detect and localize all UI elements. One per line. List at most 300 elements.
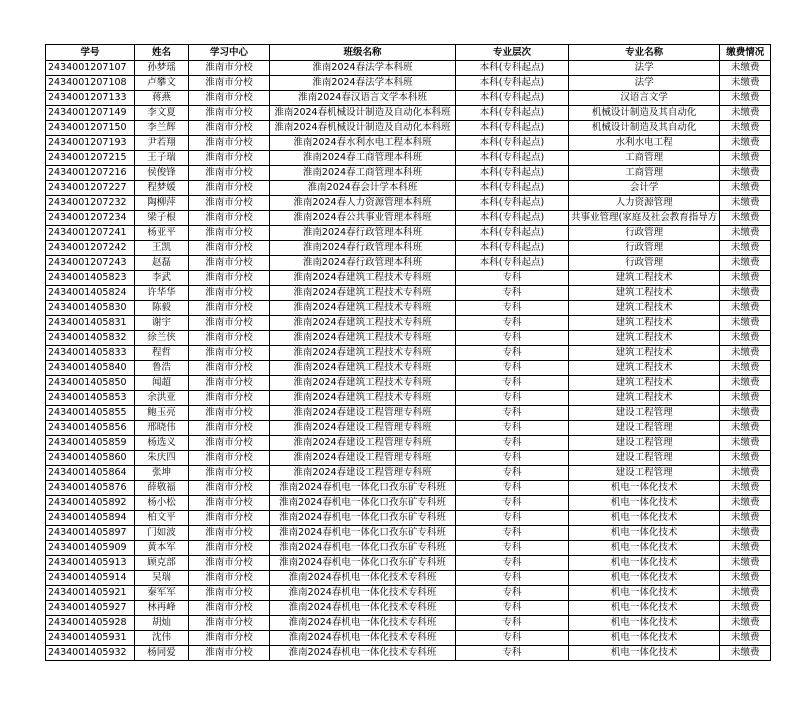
cell-major: 机电一体化技术 <box>569 586 720 601</box>
cell-major: 机电一体化技术 <box>569 601 720 616</box>
cell-program-level: 本科(专科起点) <box>456 151 569 166</box>
cell-study-center: 淮南市分校 <box>189 316 270 331</box>
table-row <box>46 106 771 121</box>
cell-payment-status: 未缴费 <box>720 271 771 286</box>
cell-name: 侯俊锋 <box>135 166 189 181</box>
cell-program-level: 专科 <box>456 331 569 346</box>
cell-payment-status: 未缴费 <box>720 166 771 181</box>
cell-payment-status: 未缴费 <box>720 106 771 121</box>
cell-class-name: 淮南2024春工商管理本科班 <box>270 151 456 166</box>
cell-name: 王子瑞 <box>135 151 189 166</box>
cell-class-name: 淮南2024春建筑工程技术专科班 <box>270 271 456 286</box>
cell-payment-status: 未缴费 <box>720 406 771 421</box>
cell-class-name: 淮南2024春机电一体化口孜东矿专科班 <box>270 496 456 511</box>
cell-payment-status: 未缴费 <box>720 541 771 556</box>
cell-student-id: 2434001207227 <box>46 181 135 196</box>
table-row <box>46 406 771 421</box>
cell-class-name: 淮南2024春机电一体化技术专科班 <box>270 646 456 661</box>
cell-payment-status: 未缴费 <box>720 211 771 226</box>
cell-class-name: 淮南2024春建设工程管理专科班 <box>270 421 456 436</box>
cell-payment-status: 未缴费 <box>720 226 771 241</box>
table-row <box>46 226 771 241</box>
cell-payment-status: 未缴费 <box>720 451 771 466</box>
cell-study-center: 淮南市分校 <box>189 526 270 541</box>
cell-program-level: 本科(专科起点) <box>456 61 569 76</box>
cell-program-level: 本科(专科起点) <box>456 166 569 181</box>
cell-name: 蒋燕 <box>135 91 189 106</box>
table-row <box>46 196 771 211</box>
table-row <box>46 646 771 661</box>
table-row <box>46 571 771 586</box>
cell-name: 张坤 <box>135 466 189 481</box>
cell-payment-status: 未缴费 <box>720 361 771 376</box>
cell-student-id: 2434001207149 <box>46 106 135 121</box>
cell-payment-status: 未缴费 <box>720 511 771 526</box>
cell-payment-status: 未缴费 <box>720 376 771 391</box>
cell-study-center: 淮南市分校 <box>189 436 270 451</box>
cell-study-center: 淮南市分校 <box>189 481 270 496</box>
table-row <box>46 181 771 196</box>
cell-class-name: 淮南2024春机电一体化口孜东矿专科班 <box>270 526 456 541</box>
cell-study-center: 淮南市分校 <box>189 76 270 91</box>
cell-program-level: 本科(专科起点) <box>456 76 569 91</box>
table-row <box>46 136 771 151</box>
cell-student-id: 2434001207108 <box>46 76 135 91</box>
cell-class-name: 淮南2024春行政管理本科班 <box>270 256 456 271</box>
cell-program-level: 专科 <box>456 436 569 451</box>
table-row <box>46 556 771 571</box>
cell-major: 建筑工程技术 <box>569 331 720 346</box>
cell-major: 建设工程管理 <box>569 421 720 436</box>
cell-class-name: 淮南2024春机械设计制造及自动化本科班 <box>270 121 456 136</box>
cell-study-center: 淮南市分校 <box>189 391 270 406</box>
cell-program-level: 专科 <box>456 511 569 526</box>
cell-student-id: 2434001405859 <box>46 436 135 451</box>
cell-student-id: 2434001405894 <box>46 511 135 526</box>
cell-class-name: 淮南2024春行政管理本科班 <box>270 241 456 256</box>
cell-program-level: 专科 <box>456 406 569 421</box>
cell-program-level: 专科 <box>456 376 569 391</box>
cell-study-center: 淮南市分校 <box>189 646 270 661</box>
cell-major: 机电一体化技术 <box>569 481 720 496</box>
cell-major: 建设工程管理 <box>569 436 720 451</box>
table-row <box>46 316 771 331</box>
cell-class-name: 淮南2024春建设工程管理专科班 <box>270 436 456 451</box>
cell-class-name: 淮南2024春会计学本科班 <box>270 181 456 196</box>
cell-student-id: 2434001207242 <box>46 241 135 256</box>
cell-student-id: 2434001405824 <box>46 286 135 301</box>
header-program-level: 专业层次 <box>456 45 569 61</box>
cell-major: 机电一体化技术 <box>569 571 720 586</box>
cell-major: 建筑工程技术 <box>569 361 720 376</box>
cell-program-level: 专科 <box>456 421 569 436</box>
cell-program-level: 本科(专科起点) <box>456 91 569 106</box>
cell-class-name: 淮南2024春机电一体化口孜东矿专科班 <box>270 541 456 556</box>
table-row <box>46 256 771 271</box>
table-row <box>46 421 771 436</box>
cell-student-id: 2434001405830 <box>46 301 135 316</box>
cell-payment-status: 未缴费 <box>720 256 771 271</box>
cell-student-id: 2434001405855 <box>46 406 135 421</box>
cell-student-id: 2434001405932 <box>46 646 135 661</box>
cell-name: 吴瑞 <box>135 571 189 586</box>
cell-study-center: 淮南市分校 <box>189 331 270 346</box>
cell-name: 李武 <box>135 271 189 286</box>
cell-class-name: 淮南2024春建筑工程技术专科班 <box>270 361 456 376</box>
cell-study-center: 淮南市分校 <box>189 556 270 571</box>
cell-payment-status: 未缴费 <box>720 61 771 76</box>
cell-study-center: 淮南市分校 <box>189 541 270 556</box>
cell-student-id: 2434001405927 <box>46 601 135 616</box>
cell-program-level: 本科(专科起点) <box>456 136 569 151</box>
cell-name: 赵磊 <box>135 256 189 271</box>
cell-name: 谢宇 <box>135 316 189 331</box>
cell-name: 朱庆四 <box>135 451 189 466</box>
cell-major: 建筑工程技术 <box>569 346 720 361</box>
cell-program-level: 专科 <box>456 361 569 376</box>
cell-payment-status: 未缴费 <box>720 481 771 496</box>
header-row <box>46 45 771 61</box>
cell-payment-status: 未缴费 <box>720 496 771 511</box>
payment-status-sheet <box>45 44 771 661</box>
cell-program-level: 本科(专科起点) <box>456 121 569 136</box>
cell-payment-status: 未缴费 <box>720 601 771 616</box>
cell-student-id: 2434001405876 <box>46 481 135 496</box>
cell-payment-status: 未缴费 <box>720 121 771 136</box>
cell-study-center: 淮南市分校 <box>189 226 270 241</box>
cell-program-level: 专科 <box>456 481 569 496</box>
cell-student-id: 2434001405931 <box>46 631 135 646</box>
cell-major: 机械设计制造及其自动化 <box>569 121 720 136</box>
cell-payment-status: 未缴费 <box>720 286 771 301</box>
cell-student-id: 2434001207150 <box>46 121 135 136</box>
cell-class-name: 淮南2024春建设工程管理专科班 <box>270 406 456 421</box>
cell-payment-status: 未缴费 <box>720 646 771 661</box>
cell-program-level: 专科 <box>456 646 569 661</box>
cell-program-level: 专科 <box>456 526 569 541</box>
cell-program-level: 专科 <box>456 391 569 406</box>
cell-student-id: 2434001405833 <box>46 346 135 361</box>
cell-student-id: 2434001405860 <box>46 451 135 466</box>
cell-program-level: 本科(专科起点) <box>456 211 569 226</box>
table-row <box>46 451 771 466</box>
cell-payment-status: 未缴费 <box>720 196 771 211</box>
table-row <box>46 286 771 301</box>
cell-class-name: 淮南2024春建筑工程技术专科班 <box>270 376 456 391</box>
cell-class-name: 淮南2024春机电一体化口孜东矿专科班 <box>270 556 456 571</box>
table-row <box>46 331 771 346</box>
cell-study-center: 淮南市分校 <box>189 376 270 391</box>
cell-student-id: 2434001207215 <box>46 151 135 166</box>
cell-student-id: 2434001207107 <box>46 61 135 76</box>
cell-program-level: 专科 <box>456 316 569 331</box>
cell-study-center: 淮南市分校 <box>189 466 270 481</box>
cell-name: 程哲 <box>135 346 189 361</box>
cell-major: 建筑工程技术 <box>569 301 720 316</box>
cell-class-name: 淮南2024春法学本科班 <box>270 76 456 91</box>
cell-class-name: 淮南2024春建设工程管理专科班 <box>270 466 456 481</box>
cell-study-center: 淮南市分校 <box>189 91 270 106</box>
cell-program-level: 本科(专科起点) <box>456 181 569 196</box>
cell-class-name: 淮南2024春机电一体化技术专科班 <box>270 616 456 631</box>
cell-student-id: 2434001405840 <box>46 361 135 376</box>
cell-payment-status: 未缴费 <box>720 571 771 586</box>
cell-major: 共事业管理(家庭及社会教育指导方 <box>569 211 720 226</box>
cell-program-level: 专科 <box>456 346 569 361</box>
cell-major: 工商管理 <box>569 151 720 166</box>
cell-class-name: 淮南2024春汉语言文学本科班 <box>270 91 456 106</box>
cell-payment-status: 未缴费 <box>720 241 771 256</box>
cell-program-level: 专科 <box>456 451 569 466</box>
table-row <box>46 376 771 391</box>
cell-study-center: 淮南市分校 <box>189 586 270 601</box>
cell-major: 法学 <box>569 61 720 76</box>
table-row <box>46 346 771 361</box>
cell-student-id: 2434001207232 <box>46 196 135 211</box>
cell-name: 秦军军 <box>135 586 189 601</box>
cell-study-center: 淮南市分校 <box>189 616 270 631</box>
cell-program-level: 专科 <box>456 631 569 646</box>
cell-payment-status: 未缴费 <box>720 421 771 436</box>
student-payment-table <box>45 44 771 661</box>
cell-name: 薛敬福 <box>135 481 189 496</box>
cell-major: 建筑工程技术 <box>569 286 720 301</box>
table-row <box>46 211 771 226</box>
cell-payment-status: 未缴费 <box>720 556 771 571</box>
cell-student-id: 2434001207216 <box>46 166 135 181</box>
cell-major: 法学 <box>569 76 720 91</box>
cell-study-center: 淮南市分校 <box>189 61 270 76</box>
cell-major: 机电一体化技术 <box>569 616 720 631</box>
header-major: 专业名称 <box>569 45 720 61</box>
cell-student-id: 2434001405928 <box>46 616 135 631</box>
cell-major: 建设工程管理 <box>569 406 720 421</box>
cell-student-id: 2434001207243 <box>46 256 135 271</box>
cell-name: 鲁浩 <box>135 361 189 376</box>
cell-program-level: 专科 <box>456 286 569 301</box>
cell-name: 黄本军 <box>135 541 189 556</box>
cell-program-level: 本科(专科起点) <box>456 196 569 211</box>
cell-class-name: 淮南2024春法学本科班 <box>270 61 456 76</box>
table-row <box>46 616 771 631</box>
cell-payment-status: 未缴费 <box>720 616 771 631</box>
cell-name: 胡灿 <box>135 616 189 631</box>
cell-program-level: 专科 <box>456 496 569 511</box>
cell-student-id: 2434001405856 <box>46 421 135 436</box>
cell-program-level: 专科 <box>456 301 569 316</box>
cell-class-name: 淮南2024春机电一体化口孜东矿专科班 <box>270 481 456 496</box>
table-row <box>46 271 771 286</box>
cell-major: 行政管理 <box>569 241 720 256</box>
cell-major: 机电一体化技术 <box>569 496 720 511</box>
cell-major: 机电一体化技术 <box>569 541 720 556</box>
cell-payment-status: 未缴费 <box>720 631 771 646</box>
cell-name: 沈伟 <box>135 631 189 646</box>
cell-payment-status: 未缴费 <box>720 586 771 601</box>
cell-program-level: 本科(专科起点) <box>456 226 569 241</box>
table-row <box>46 121 771 136</box>
cell-study-center: 淮南市分校 <box>189 631 270 646</box>
cell-study-center: 淮南市分校 <box>189 346 270 361</box>
cell-name: 陈毅 <box>135 301 189 316</box>
cell-name: 杨亚平 <box>135 226 189 241</box>
cell-student-id: 2434001405914 <box>46 571 135 586</box>
cell-class-name: 淮南2024春建筑工程技术专科班 <box>270 286 456 301</box>
header-study-center: 学习中心 <box>189 45 270 61</box>
table-row <box>46 361 771 376</box>
table-row <box>46 541 771 556</box>
cell-student-id: 2434001207234 <box>46 211 135 226</box>
cell-class-name: 淮南2024春建筑工程技术专科班 <box>270 316 456 331</box>
cell-study-center: 淮南市分校 <box>189 361 270 376</box>
header-name: 姓名 <box>135 45 189 61</box>
cell-class-name: 淮南2024春工商管理本科班 <box>270 166 456 181</box>
cell-class-name: 淮南2024春机电一体化技术专科班 <box>270 586 456 601</box>
cell-program-level: 本科(专科起点) <box>456 241 569 256</box>
cell-name: 余洪亚 <box>135 391 189 406</box>
cell-study-center: 淮南市分校 <box>189 136 270 151</box>
cell-study-center: 淮南市分校 <box>189 496 270 511</box>
cell-program-level: 专科 <box>456 616 569 631</box>
table-row <box>46 511 771 526</box>
cell-major: 行政管理 <box>569 226 720 241</box>
cell-payment-status: 未缴费 <box>720 301 771 316</box>
cell-major: 机电一体化技术 <box>569 646 720 661</box>
cell-program-level: 专科 <box>456 586 569 601</box>
cell-student-id: 2434001405892 <box>46 496 135 511</box>
cell-program-level: 专科 <box>456 466 569 481</box>
cell-class-name: 淮南2024春机电一体化技术专科班 <box>270 571 456 586</box>
cell-class-name: 淮南2024春机械设计制造及自动化本科班 <box>270 106 456 121</box>
cell-major: 机械设计制造及其自动化 <box>569 106 720 121</box>
cell-payment-status: 未缴费 <box>720 181 771 196</box>
cell-payment-status: 未缴费 <box>720 466 771 481</box>
cell-program-level: 本科(专科起点) <box>456 106 569 121</box>
cell-student-id: 2434001405909 <box>46 541 135 556</box>
cell-student-id: 2434001405921 <box>46 586 135 601</box>
cell-name: 杨选义 <box>135 436 189 451</box>
cell-name: 陶柳萍 <box>135 196 189 211</box>
cell-major: 汉语言文学 <box>569 91 720 106</box>
cell-name: 许华华 <box>135 286 189 301</box>
cell-student-id: 2434001405864 <box>46 466 135 481</box>
table-row <box>46 76 771 91</box>
cell-study-center: 淮南市分校 <box>189 211 270 226</box>
cell-student-id: 2434001207241 <box>46 226 135 241</box>
cell-major: 建筑工程技术 <box>569 271 720 286</box>
cell-class-name: 淮南2024春建设工程管理专科班 <box>270 451 456 466</box>
cell-study-center: 淮南市分校 <box>189 256 270 271</box>
cell-study-center: 淮南市分校 <box>189 181 270 196</box>
table-row <box>46 61 771 76</box>
cell-study-center: 淮南市分校 <box>189 121 270 136</box>
cell-major: 行政管理 <box>569 256 720 271</box>
cell-major: 建筑工程技术 <box>569 376 720 391</box>
cell-major: 建设工程管理 <box>569 451 720 466</box>
cell-class-name: 淮南2024春机电一体化技术专科班 <box>270 601 456 616</box>
cell-study-center: 淮南市分校 <box>189 451 270 466</box>
cell-study-center: 淮南市分校 <box>189 301 270 316</box>
cell-class-name: 淮南2024春人力资源管理本科班 <box>270 196 456 211</box>
table-row <box>46 586 771 601</box>
cell-name: 鲍玉亮 <box>135 406 189 421</box>
cell-study-center: 淮南市分校 <box>189 106 270 121</box>
cell-name: 李兰辉 <box>135 121 189 136</box>
cell-student-id: 2434001207193 <box>46 136 135 151</box>
header-payment-status: 缴费情况 <box>720 45 771 61</box>
cell-study-center: 淮南市分校 <box>189 196 270 211</box>
cell-name: 孙梦瑶 <box>135 61 189 76</box>
cell-major: 水利水电工程 <box>569 136 720 151</box>
cell-student-id: 2434001405832 <box>46 331 135 346</box>
table-row <box>46 466 771 481</box>
cell-program-level: 专科 <box>456 601 569 616</box>
cell-major: 机电一体化技术 <box>569 631 720 646</box>
cell-name: 尹若翔 <box>135 136 189 151</box>
header-student-id: 学号 <box>46 45 135 61</box>
cell-name: 闻超 <box>135 376 189 391</box>
cell-name: 梁子根 <box>135 211 189 226</box>
table-row <box>46 91 771 106</box>
cell-name: 徐兰侠 <box>135 331 189 346</box>
cell-class-name: 淮南2024春行政管理本科班 <box>270 226 456 241</box>
table-row <box>46 301 771 316</box>
table-row <box>46 151 771 166</box>
cell-class-name: 淮南2024春机电一体化口孜东矿专科班 <box>270 511 456 526</box>
cell-major: 建筑工程技术 <box>569 391 720 406</box>
cell-class-name: 淮南2024春机电一体化技术专科班 <box>270 631 456 646</box>
cell-class-name: 淮南2024春水利水电工程本科班 <box>270 136 456 151</box>
cell-name: 程梦媛 <box>135 181 189 196</box>
cell-study-center: 淮南市分校 <box>189 421 270 436</box>
cell-payment-status: 未缴费 <box>720 316 771 331</box>
cell-student-id: 2434001405831 <box>46 316 135 331</box>
cell-name: 林再峰 <box>135 601 189 616</box>
cell-program-level: 专科 <box>456 556 569 571</box>
table-row <box>46 241 771 256</box>
cell-payment-status: 未缴费 <box>720 136 771 151</box>
cell-class-name: 淮南2024春建筑工程技术专科班 <box>270 301 456 316</box>
cell-major: 建筑工程技术 <box>569 316 720 331</box>
table-row <box>46 391 771 406</box>
cell-study-center: 淮南市分校 <box>189 271 270 286</box>
cell-major: 机电一体化技术 <box>569 526 720 541</box>
cell-payment-status: 未缴费 <box>720 91 771 106</box>
cell-name: 王凯 <box>135 241 189 256</box>
cell-study-center: 淮南市分校 <box>189 511 270 526</box>
cell-class-name: 淮南2024春公共事业管理本科班 <box>270 211 456 226</box>
cell-student-id: 2434001405853 <box>46 391 135 406</box>
cell-name: 卢攀文 <box>135 76 189 91</box>
cell-student-id: 2434001207133 <box>46 91 135 106</box>
cell-major: 机电一体化技术 <box>569 511 720 526</box>
cell-student-id: 2434001405913 <box>46 556 135 571</box>
cell-class-name: 淮南2024春建筑工程技术专科班 <box>270 331 456 346</box>
cell-payment-status: 未缴费 <box>720 346 771 361</box>
cell-class-name: 淮南2024春建筑工程技术专科班 <box>270 391 456 406</box>
cell-study-center: 淮南市分校 <box>189 571 270 586</box>
cell-payment-status: 未缴费 <box>720 436 771 451</box>
cell-study-center: 淮南市分校 <box>189 406 270 421</box>
cell-name: 李文夏 <box>135 106 189 121</box>
cell-program-level: 专科 <box>456 541 569 556</box>
cell-program-level: 专科 <box>456 271 569 286</box>
cell-payment-status: 未缴费 <box>720 331 771 346</box>
cell-major: 工商管理 <box>569 166 720 181</box>
cell-study-center: 淮南市分校 <box>189 241 270 256</box>
cell-name: 门如波 <box>135 526 189 541</box>
cell-study-center: 淮南市分校 <box>189 286 270 301</box>
